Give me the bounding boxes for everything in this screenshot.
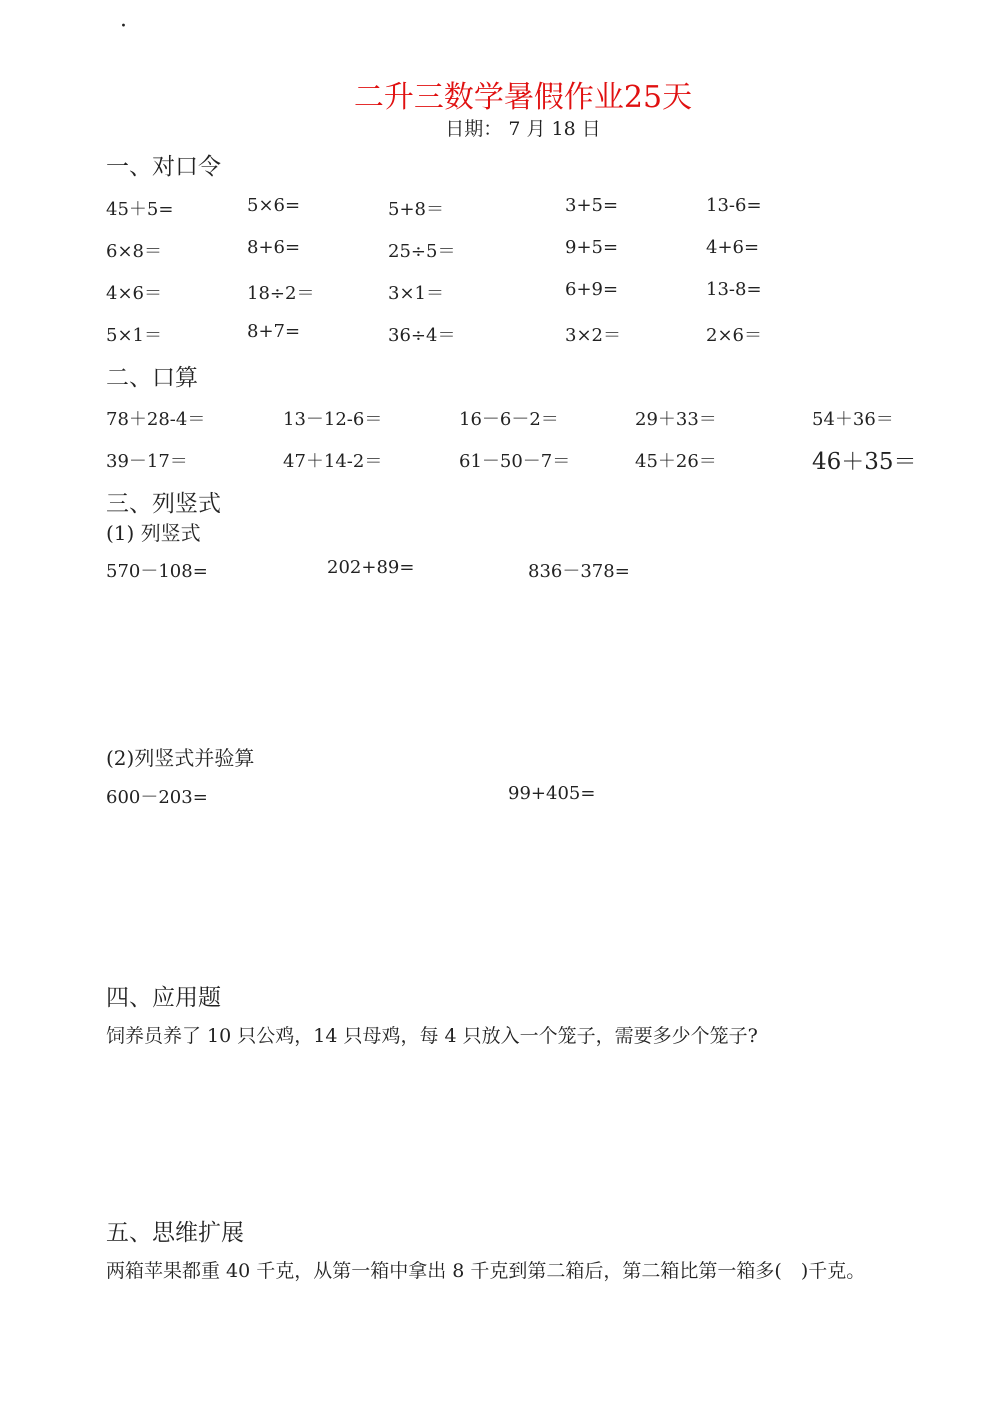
- mental-item: 29＋33＝: [635, 409, 717, 430]
- mental-item: 47＋14-2＝: [283, 451, 383, 472]
- oral-item: 25÷5＝: [388, 241, 456, 262]
- oral-item: 3+5=: [565, 195, 619, 216]
- mental-item: 45＋26＝: [635, 451, 717, 472]
- oral-item: 36÷4＝: [388, 325, 456, 346]
- vertical-item: 836－378=: [528, 561, 630, 582]
- oral-item: 8+7=: [247, 321, 301, 342]
- oral-item: 13-6=: [706, 195, 762, 216]
- date-line: 日期： 7 月 18 日: [445, 118, 601, 140]
- oral-item: 2×6＝: [706, 325, 762, 346]
- word-problem: 饲养员养了 10 只公鸡，14 只母鸡，每 4 只放入一个笼子，需要多少个笼子?: [106, 1025, 758, 1047]
- oral-item: 8+6=: [247, 237, 301, 258]
- section-5-heading: 五、思维扩展: [106, 1220, 244, 1246]
- section-3-heading: 三、列竖式: [106, 491, 221, 517]
- corner-dot: ·: [120, 14, 127, 39]
- oral-item: 3×1＝: [388, 283, 444, 304]
- mental-item: 16－6－2＝: [459, 409, 559, 430]
- mental-item: 78＋28-4＝: [106, 409, 206, 430]
- oral-item: 45＋5=: [106, 199, 174, 220]
- part-2-label: (2)列竖式并验算: [106, 746, 255, 770]
- oral-item: 4×6＝: [106, 283, 162, 304]
- vertical-item: 600－203=: [106, 787, 208, 808]
- oral-item: 9+5=: [565, 237, 619, 258]
- mental-item: 46＋35＝: [812, 449, 917, 475]
- page-title: 二升三数学暑假作业25天: [353, 80, 693, 115]
- oral-item: 5×1＝: [106, 325, 162, 346]
- oral-item: 13-8=: [706, 279, 762, 300]
- oral-item: 18÷2＝: [247, 283, 315, 304]
- mental-item: 61－50－7＝: [459, 451, 571, 472]
- oral-item: 3×2＝: [565, 325, 621, 346]
- section-2-heading: 二、口算: [106, 365, 198, 391]
- mental-item: 54＋36＝: [812, 409, 894, 430]
- vertical-item: 99+405=: [508, 783, 596, 804]
- oral-item: 6+9=: [565, 279, 619, 300]
- thinking-problem: 两箱苹果都重 40 千克，从第一箱中拿出 8 千克到第二箱后，第二箱比第一箱多( )千克。: [106, 1260, 866, 1282]
- section-1-heading: 一、对口令: [106, 154, 221, 180]
- part-1-label: (1) 列竖式: [106, 521, 201, 545]
- oral-item: 4+6=: [706, 237, 760, 258]
- oral-item: 5+8＝: [388, 199, 444, 220]
- mental-item: 39－17＝: [106, 451, 188, 472]
- section-4-heading: 四、应用题: [106, 985, 221, 1011]
- mental-item: 13－12-6＝: [283, 409, 383, 430]
- vertical-item: 570－108=: [106, 561, 208, 582]
- vertical-item: 202+89=: [327, 557, 415, 578]
- oral-item: 5×6=: [247, 195, 301, 216]
- oral-item: 6×8＝: [106, 241, 162, 262]
